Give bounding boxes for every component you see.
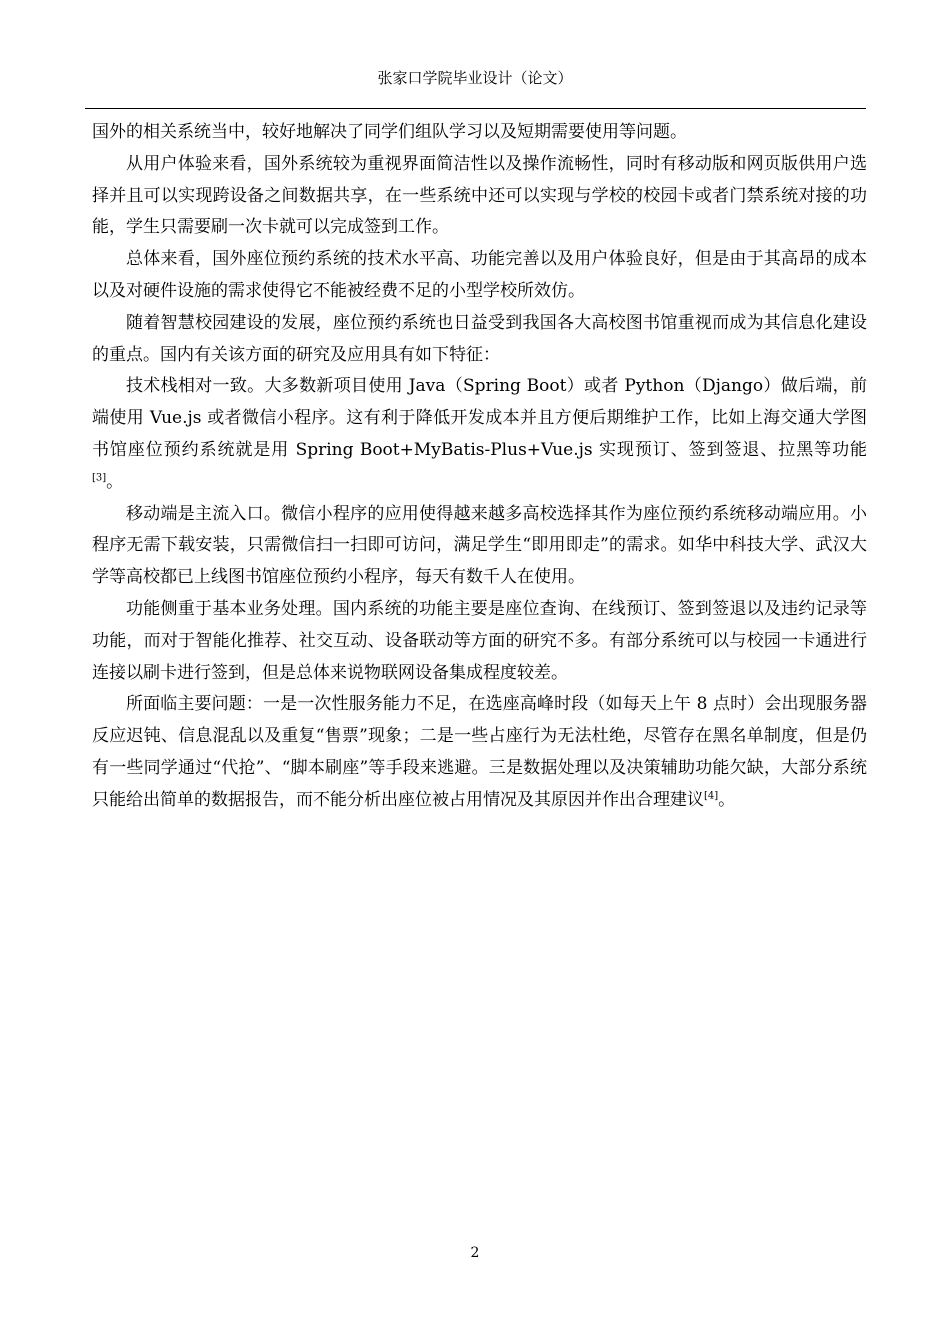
paragraph-4 (92, 308, 867, 372)
paragraph-2 (92, 149, 867, 244)
paragraph-text: 技术栈相对一致。大多数新项目使用 Java（Spring Boot）或者 Python（Django）做后端，前端使用 Vue.js 或者微信小程序。这有利于降低开发成本并且方便后期维护工作，比如上海交通大学图书馆座位预约系统就是用 Spring Boot+MyBatis-Plus+Vue.js 实现预订、签到签退、拉黑等功能 (92, 376, 867, 460)
document-body (92, 117, 867, 817)
header-divider (85, 108, 866, 109)
paragraph-8 (92, 689, 867, 816)
paragraph-1 (92, 117, 867, 149)
paragraph-text: 所面临主要问题：一是一次性服务能力不足，在选座高峰时段（如每天上午 8 点时）会出现服务器反应迟钝、信息混乱以及重复“售票”现象；二是一些占座行为无法杜绝，尽管存在黑名单制度，但是仍有一些同学通过“代抢”、“脚本刷座”等手段来逃避。三是数据处理以及决策辅助功能欠缺，大部分系统只能给出简单的数据报告，而不能分析出座位被占用情况及其原因并作出合理建议 (92, 694, 867, 810)
paragraph-text: 移动端是主流入口。微信小程序的应用使得越来越多高校选择其作为座位预约系统移动端应用。小程序无需下载安装，只需微信扫一扫即可访问，满足学生“即用即走”的需求。如华中科技大学、武汉大学等高校都已上线图书馆座位预约小程序，每天有数千人在使用。 (92, 503, 867, 588)
paragraph-3 (92, 244, 867, 308)
paragraph-text: 功能侧重于基本业务处理。国内系统的功能主要是座位查询、在线预订、签到签退以及违约记录等功能，而对于智能化推荐、社交互动、设备联动等方面的研究不多。有部分系统可以与校园一卡通进行连接以刷卡进行签到，但是总体来说物联网设备集成程度较差。 (92, 598, 867, 683)
citation-3: [3] (92, 472, 107, 484)
paragraph-tail: 。 (718, 789, 736, 810)
paragraph-text: 总体来看，国外座位预约系统的技术水平高、功能完善以及用户体验良好，但是由于其高昂的成本以及对硬件设施的需求使得它不能被经费不足的小型学校所效仿。 (92, 249, 867, 301)
paragraph-5 (92, 371, 867, 498)
citation-4: [4] (704, 790, 719, 802)
paragraph-text: 随着智慧校园建设的发展，座位预约系统也日益受到我国各大高校图书馆重视而成为其信息化建设的重点。国内有关该方面的研究及应用具有如下特征： (92, 312, 867, 365)
paragraph-7 (92, 594, 867, 689)
paragraph-tail: 。 (106, 471, 124, 492)
paragraph-text: 国外的相关系统当中，较好地解决了同学们组队学习以及短期需要使用等问题。 (92, 122, 687, 142)
paragraph-text: 从用户体验来看，国外系统较为重视界面简洁性以及操作流畅性，同时有移动版和网页版供用户选择并且可以实现跨设备之间数据共享，在一些系统中还可以实现与学校的校园卡或者门禁系统对接的功能，学生只需要刷一次卡就可以完成签到工作。 (92, 153, 867, 238)
page-number: 2 (470, 1245, 480, 1261)
page-header: 张家口学院毕业设计（论文） (377, 69, 573, 87)
paragraph-6 (92, 499, 867, 594)
